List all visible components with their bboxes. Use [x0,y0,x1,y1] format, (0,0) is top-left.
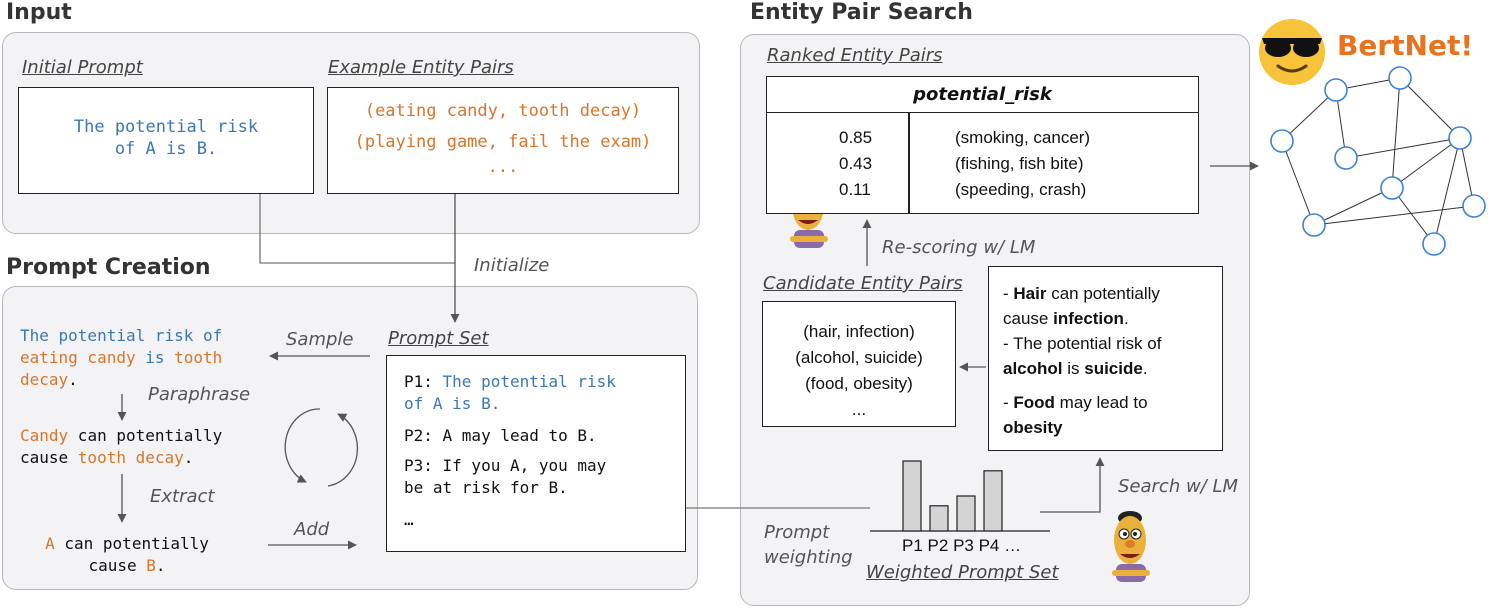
prompt-item: be at risk for B. [404,478,568,497]
paraphrased-text: can potentially [68,426,223,445]
paraphrased-entity: tooth decay [77,448,184,467]
ranked-pair: (smoking, cancer) [955,128,1091,147]
sentence-text: is [1062,359,1085,378]
example-pairs-ellipsis: ... [487,157,519,177]
weighted-tick-suffix: … [1004,536,1022,555]
weighted-bar [930,506,948,531]
prompt-set-box [386,355,686,552]
prompt-text: The potential risk [442,372,616,391]
add-label: Add [294,519,330,540]
paraphrased-prompt [20,425,222,469]
bert-character-icon [1112,511,1150,582]
paraphrased-entity: Candy [20,426,69,445]
graph-node [1449,127,1471,149]
input-title: Input [6,0,72,25]
graph-node [1381,177,1403,199]
sentence-entity: infection [1053,309,1124,328]
extracted-text: cause [88,556,147,575]
prompt-item: P3: If you A, you may [404,456,607,475]
entity-pair-search-title: Entity Pair Search [750,0,973,25]
sentence-dash: - [1003,284,1014,303]
cycle-arrow-left [285,409,320,482]
sentence-entity: suicide [1084,359,1143,378]
graph-node [1303,214,1325,236]
weighted-bar [957,496,975,531]
example-pairs-box [327,87,679,194]
example-pair: (eating candy, tooth decay) [364,101,642,121]
candidate-pairs-caption: Candidate Entity Pairs [763,273,963,294]
sampled-prompt [20,325,222,391]
sampled-period: . [68,370,78,389]
rescoring-label: Re-scoring w/ LM [882,237,1036,258]
extracted-text: can potentially [54,534,209,553]
sentence-dash: - [1003,393,1014,412]
weighted-prompt-chart [870,461,1050,531]
extracted-prompt [22,533,232,577]
graph-node [1271,130,1293,152]
ranked-table-header: potential_risk [767,77,1198,113]
sentence-text: can potentially [1046,284,1160,303]
search-label: Search w/ LM [1118,476,1239,497]
ranked-pairs-caption: Ranked Entity Pairs [767,45,943,66]
prompt-creation-title: Prompt Creation [6,255,211,280]
prompt-weighting-label [764,520,853,570]
weighted-tick-label: P3 [953,536,974,555]
sentence-text: . [1142,359,1148,378]
prompt-text: of A is B. [404,394,501,413]
extract-label: Extract [150,486,215,507]
initial-prompt-line: of A is B. [114,139,218,159]
initialize-label: Initialize [474,255,550,276]
sampled-connector-text: is [135,348,175,367]
paraphrased-text: . [183,448,194,467]
graph-node [1325,79,1347,101]
candidate-pairs-box [762,301,956,427]
sentence-text: . [1123,309,1129,328]
weighted-bar [984,471,1002,531]
sentence-entity: Food [1013,393,1055,412]
ranked-score: 0.11 [839,180,871,199]
prompt-set-ellipsis: … [404,510,414,529]
placeholder-a: A [45,534,55,553]
sentence-text: may lead to [1054,393,1148,412]
weighted-prompt-set-caption: Weighted Prompt Set [866,562,1059,583]
sentence-entity: obesity [1003,418,1063,437]
graph-node [1423,233,1445,255]
bertnet-logo-text: BertNet! [1337,29,1474,62]
example-pair: (playing game, fail the exam) [354,132,652,152]
candidate-pair: (alcohol, suicide) [795,348,923,367]
sampled-entity: eating candy [20,348,136,367]
example-pairs-caption: Example Entity Pairs [328,57,514,78]
initialize-connector [260,194,455,263]
ranked-score: 0.43 [839,154,873,173]
sample-label: Sample [286,329,354,350]
candidate-pair: (food, obesity) [805,374,913,393]
graph-node [1463,195,1485,217]
sentence-text: - The potential risk of [1003,334,1162,353]
ranked-pairs [955,125,1090,203]
candidate-pair: (hair, infection) [803,322,915,341]
sentence-entity: alcohol [1003,359,1063,378]
prompt-item: P2: A may lead to B. [404,426,597,445]
search-connector [1040,458,1100,512]
sampled-entity: decay [20,370,69,389]
graph-node [1389,67,1411,89]
weighted-bar [903,461,921,531]
initial-prompt-caption: Initial Prompt [22,57,143,78]
graph-node [1335,147,1357,169]
prompt-weighting-text: weighting [764,547,853,568]
ranked-pair: (speeding, crash) [955,180,1087,199]
weighted-chart-ticks [902,536,1021,556]
sentence-text: cause [1003,309,1054,328]
ranked-table-divider [908,113,910,213]
weighted-tick-label: P4 [978,536,1000,555]
sunglasses-emoji-icon [1259,19,1325,85]
placeholder-b: B [146,556,156,575]
initial-prompt-box [18,87,314,194]
extracted-text: . [155,556,166,575]
prompt-id: P1: [404,372,443,391]
prompt-set-caption: Prompt Set [388,328,489,349]
ranked-scores [839,125,872,203]
paraphrase-label: Paraphrase [148,384,251,405]
initial-prompt-line: The potential risk [73,117,259,137]
generated-sentences-box [988,266,1223,451]
weighted-tick-label: P2 [927,536,949,555]
sampled-entity: tooth [174,348,223,367]
sampled-prompt-line: The potential risk of [20,326,223,345]
candidate-pair: ... [851,400,867,419]
prompt-weighting-text: Prompt [764,522,830,543]
ranked-pair: (fishing, fish bite) [955,154,1084,173]
cycle-arrow-right [328,414,357,486]
weighted-tick-label: P1 [902,536,923,555]
ranked-score: 0.85 [839,128,873,147]
sentence-entity: Hair [1013,284,1047,303]
paraphrased-text: cause [20,448,78,467]
graph-nodes [1271,67,1485,255]
ranked-pairs-table [766,76,1199,214]
